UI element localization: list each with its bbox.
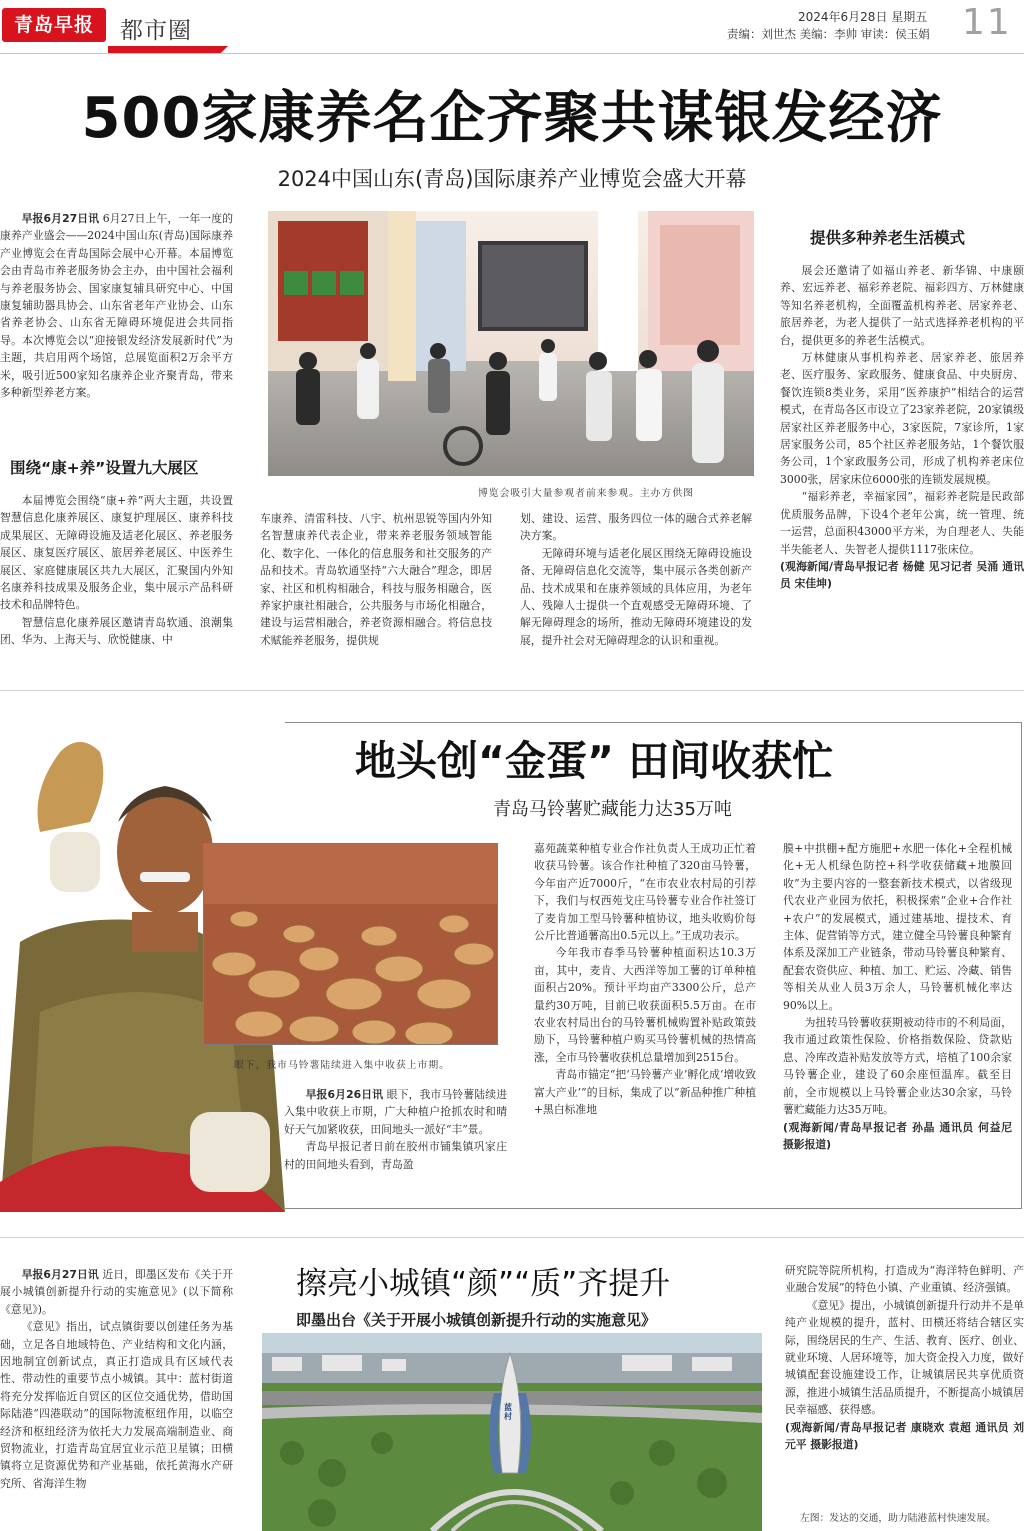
potato-field-illustration [204, 844, 498, 1045]
article2-column-1 [284, 1086, 507, 1196]
article2-lead: 早报6月26日讯 [305, 1088, 384, 1101]
article1-title: 500家康养名企齐聚共谋银发经济 [81, 86, 943, 151]
section-name: 都市圈 [120, 18, 192, 44]
article3-photo-caption [800, 1510, 996, 1524]
article3-sign-text: 蓝村 [504, 1403, 512, 1421]
article1-col2-text: 车康养、清雷科技、八宇、杭州思锐等国内外知名智慧康养代表企业，带来养老服务领域智能化、数字化、一体化的信息服务和社交服务的产品和技术。青岛软通坚持“六大融合”理念，即居家、社区和机构相融合，科技与服务相融合，医养家护康社相融合，公共服务与市场化相融合，建设与运营相融合，养老资源相融合。将信息技术赋能养老服务，提供规 [260, 512, 492, 647]
divider-1 [0, 690, 1024, 691]
article1-photo-caption: 博览会吸引大量参观者前来参观。主办方供图 [478, 488, 694, 499]
article1-col3-p2: 无障碍环境与适老化展区围绕无障碍设施设备、无障碍信息化交流等，集中展示各类创新产品、技术成果和在康养领域的具体应用，为老年人、残障人士提供一个直观感受无障碍环境、了解无障碍理念的场所，推动无障碍环境建设的发展，提升社会对无障碍理念的认识和重视。 [520, 546, 752, 647]
article1-col3-p1: 划、建设、运营、服务四位一体的融合式养老解决方案。 [520, 512, 752, 543]
page-number: 11 [962, 2, 1012, 43]
header-bar [108, 46, 228, 53]
article2-col3-p2: 为扭转马铃薯收获期被动待市的不利局面，我市通过政策性保险、价格指数保险、贷款贴息、冷库改造补贴发放等方式，培植了100余家马铃薯企业，建设了60余座恒温库。截至目前，全市规模以上马铃薯企业达30余家，马铃薯贮藏能力达35万吨。 [783, 1016, 1012, 1117]
masthead-logo-text: 青岛早报 [13, 14, 94, 36]
article3-subtitle: 即墨出台《关于开展小城镇创新提升行动的实施意见》 [296, 1311, 657, 1329]
article1-photo-expo [268, 211, 754, 476]
article3-credit: (观海新闻/青岛早报记者 康晓欢 袁超 通讯员 刘元平 摄影报道) [785, 1420, 1024, 1452]
town-aerial-illustration [262, 1333, 762, 1531]
article3-column-1 [0, 1266, 233, 1528]
article2-col1-text: 眼下，我市马铃薯陆续进入集中收获上市期，广大种植户抢抓农时和晴好天气加紧收获，田间地头一派好“丰”景。 [284, 1088, 507, 1136]
article2-col3-p1: 膜+中拱棚+配方施肥+水肥一体化+全程机械化+无人机绿色防控+科学收获储藏+地膜回收”为主要内容的一整套新技术模式，以省级现代农业产业园为依托，积极探索“企业+合作社+农户”的发展模式，通过建基地、提技术、育主体、促营销等方式，建立健全马铃薯良种繁育体系及深加工产业链条，带动马铃薯良种繁育、配套农资供应、种植、加工、贮运、冷藏、销售等相关从业人员3万余人，马铃薯机械化率达90%以上。 [783, 842, 1012, 1012]
article2-title: 地头创“金蛋” 田间收获忙 [355, 737, 834, 785]
article2-column-3 [783, 840, 1012, 1196]
article2-subtitle: 青岛马铃薯贮藏能力达35万吨 [493, 799, 732, 820]
article1-heading-1: 围绕“康+养”设置九大展区 [10, 459, 199, 477]
article1-column-3 [520, 510, 752, 670]
article2-col2-p2: 今年我市春季马铃薯种植面积达10.3万亩，其中，麦肯、大西洋等加工薯的订单种植面积占20%。预计平均亩产3300公斤，总产量约30万吨，目前已收获面积5.5万亩。在市农业农村局出台的马铃薯机械购置补贴政策鼓励下，马铃薯种植户购买马铃薯机械的热情高涨，全市马铃薯收获机总量增加到2515台。 [534, 946, 756, 1064]
article1-col1-text: 6月27日上午，一年一度的康养产业盛会——2024中国山东(青岛)国际康养产业博览会在青岛国际会展中心开幕。本届博览会由青岛市养老服务协会主办，由中国社会福利与养老服务协会、国家康复辅具研究中心、中国康复辅助器具协会、山东省老年产业协会、山东省养老协会、山东省无障碍环境促进会共同指导。本次博览会以“迎接银发经济发展新时代”为主题，共启用两个场馆，总展览面积2万余平方米，吸引近500家知名康养企业齐聚青岛，带来多种新型养老方案。 [0, 212, 233, 400]
divider-2 [0, 1237, 1024, 1238]
article2-col2-p1: 嘉苑蔬菜种植专业合作社负责人王成功正忙着收获马铃薯。该合作社种植了320亩马铃薯，今年亩产近7000斤，“在市农业农村局的引荐下，我们与权西苑戈庄马铃薯专业合作社签订了麦肯加工型马铃薯种植协议，地头收购价每公斤比普通薯高出0.5元以上。”王成功表示。 [534, 842, 756, 943]
article1-col4-p3: “福彩养老，幸福家园”，福彩养老院是民政部优质服务品牌，下设4个老年公寓，统一管理、统一运营，总面积43000平方米，为自理老人、失能半失能老人、失智老人提供1117张床位。 [780, 490, 1024, 556]
article2-credit: (观海新闻/青岛早报记者 孙晶 通讯员 何益尼 摄影报道) [783, 1120, 1012, 1151]
article3-photo-caption-text: 左图：发达的交通，助力陆港蓝村快速发展。 [800, 1513, 996, 1524]
article3-title: 擦亮小城镇“颜”“质”齐提升 [296, 1266, 671, 1302]
article1-credit: (观海新闻/青岛早报记者 杨健 见习记者 吴涌 通讯员 宋佳坤) [780, 559, 1024, 591]
expo-hall-illustration [268, 211, 754, 476]
article1-column-2 [260, 510, 492, 670]
article1-col1b-p2: 智慧信息化康养展区邀请青岛软通、浪潮集团、华为、上海天与、欣悦健康、中 [0, 615, 233, 647]
article1-column-1b [0, 492, 233, 672]
article3-column-3 [785, 1262, 1024, 1494]
masthead-logo [2, 8, 106, 42]
article2-photo-caption: 眼下，我市马铃薯陆续进入集中收获上市期。 [234, 1060, 450, 1071]
article3-col3-p1: 研究院等院所机构，打造成为“海洋特色鲜明、产业融合发展”的特色小镇、产业重镇、经济强镇。 [785, 1264, 1024, 1295]
article3-col1-text: 近日，即墨区发布《关于开展小城镇创新提升行动的实施意见》(以下简称《意见》)。 [0, 1268, 233, 1316]
header-editors: 责编：刘世杰 美编：李帅 审读：侯玉娟 [727, 27, 930, 41]
article1-column-4 [780, 262, 1024, 672]
article1-col1b-p1: 本届博览会围绕“康+养”两大主题，共设置智慧信息化康养展区、康复护理展区、康养科技成果展区、无障碍设施及适老化展区、养老服务展区、康复医疗展区、旅居养老展区、中医养生展区、家庭健康展区共九大展区，汇聚国内外知名康养科技成果及服务企业，集中展示产品科研技术和品牌特色。 [0, 494, 233, 612]
article1-col4-p1: 展会还邀请了如福山养老、新华锦、中康颐养、宏远养老、福彩养老院、福彩四方、万林健康等知名养老机构，全面覆盖机构养老、居家养老、旅居养老，为老人提供了一站式选择养老机构的平台，提供更多的养老生活模式。 [780, 264, 1024, 347]
header-date: 2024年6月28日 星期五 [798, 10, 928, 24]
article3-col1-p2: 《意见》指出，试点镇街要以创建任务为基础，立足各自地域特色、产业结构和文化内涵，因地制宜创新试点，真正打造成具有区域代表性、带动性的重要节点小城镇。其中：蓝村街道将充分发挥临近自贸区的区位交通优势，借助国际陆港“四港联动”的国际物流枢纽作用，以临空经济和枢纽经济为依托大力发展高端制造业、商贸物流业，打造青岛宜居宜业示范卫星镇；田横镇将立足资源优势和产业基础，依托黄海水产研究所、省海洋生物 [0, 1320, 233, 1490]
article3-col3-p2: 《意见》提出，小城镇创新提升行动并不是单纯产业规模的提升，蓝村、田横还将结合辖区实际，围绕居民的生产、生活、教育、医疗、创业、就业环境、人居环境等，加大资金投入力度，做好城镇配套设施建设工作，让城镇居民共享优质资源，推进小城镇生活品质提升，不断提高小城镇居民幸福感、获得感。 [785, 1298, 1024, 1417]
article1-subtitle: 2024中国山东(青岛)国际康养产业博览会盛大开幕 [277, 167, 747, 191]
article2-column-2 [534, 840, 756, 1196]
header-rule [0, 53, 1024, 54]
article1-heading-2: 提供多种养老生活模式 [810, 229, 966, 247]
article3-aerial-photo [262, 1333, 762, 1531]
article1-col4-p2: 万林健康从事机构养老、居家养老、旅居养老、医疗服务、家政服务、健康食品、中央厨房、餐饮连锁8类业务，采用“医养康护”相结合的运营模式，在青岛各区市设立了23家养老院，20家镇级居家社区养老服务中心，3家医院，7家诊所，1家居家服务公司，85个社区养老服务站，1个餐饮服务公司，1个家政服务公司，形成了机构养老床位3000张，居家床位6000张的连锁发展规模。 [780, 351, 1024, 486]
article1-lead: 早报6月27日讯 [21, 212, 100, 225]
article2-col1-p2: 青岛早报记者日前在胶州市铺集镇巩家庄村的田间地头看到，青岛盈 [284, 1140, 507, 1171]
article2-potato-photo [203, 843, 498, 1045]
article1-column-1 [0, 210, 233, 452]
article3-lead: 早报6月27日讯 [21, 1268, 99, 1281]
article2-col2-p3: 青岛市锚定“把‘马铃薯产业’孵化成‘增收致富大产业’”的目标，集成了以“新品种推广种植+黑白标准地 [534, 1068, 756, 1117]
